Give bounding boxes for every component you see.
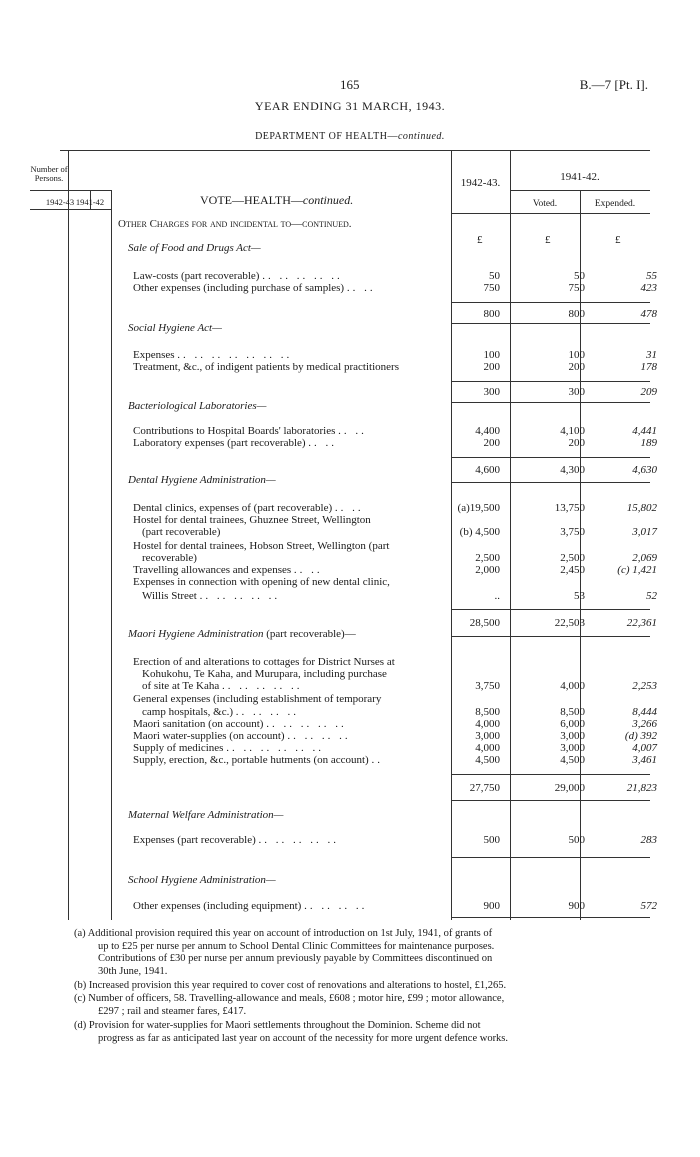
col-1941-42: 1941-42. — [560, 171, 600, 183]
total-rule — [451, 636, 650, 637]
value-voted: 8,500 — [560, 706, 585, 718]
value-expended: 2,069 — [632, 552, 657, 564]
value-expended: 2,253 — [632, 680, 657, 692]
persons-col-1941: 1941-42 — [75, 197, 105, 207]
section-title: School Hygiene Administration— — [128, 874, 276, 886]
value-expended: 3,461 — [632, 754, 657, 766]
col-voted: Voted. — [532, 199, 558, 209]
pound-sign: £ — [545, 234, 551, 246]
rule — [451, 213, 650, 214]
value-voted: 750 — [568, 282, 585, 294]
row-label: Supply, erection, &c., portable hutments (on account) .. — [133, 754, 383, 766]
other-charges-heading: Other Charges for and incidental to—continued. — [118, 218, 352, 230]
total-voted: 800 — [568, 308, 585, 320]
row-label: Hostel for dental trainees, Hobson Street, Wellington (part — [133, 540, 390, 552]
value-expended: 8,444 — [632, 706, 657, 718]
value-voted: 4,000 — [560, 680, 585, 692]
row-label: Other expenses (including purchase of samples) .. .. — [133, 282, 376, 294]
col-line — [510, 150, 511, 920]
row-label: Expenses in connection with opening of new dental clinic, — [133, 576, 390, 588]
value-expended: 4,007 — [632, 742, 657, 754]
section-title: Social Hygiene Act— — [128, 322, 222, 334]
total-1942: 300 — [483, 386, 500, 398]
value-expended: 55 — [646, 270, 657, 282]
total-expended: 22,361 — [626, 617, 657, 629]
value-voted: 2,500 — [560, 552, 585, 564]
value-1942: 3,750 — [475, 680, 500, 692]
row-label: Willis Street .. .. .. .. .. — [142, 590, 281, 602]
value-voted: 900 — [568, 900, 585, 912]
value-voted: 100 — [568, 349, 585, 361]
value-1942: .. — [494, 590, 500, 602]
value-voted: 500 — [568, 834, 585, 846]
row-label: Kohukohu, Te Kaha, and Murupara, including purchase — [142, 668, 387, 680]
row-label: Supply of medicines .. .. .. .. .. .. — [133, 742, 324, 754]
value-voted: 6,000 — [560, 718, 585, 730]
value-1942: (b) 4,500 — [459, 526, 500, 538]
row-label: Laboratory expenses (part recoverable) .. .. — [133, 437, 338, 449]
total-rule — [451, 302, 650, 303]
footnote-d: (d) Provision for water-supplies for Maori settlements throughout the Dominion. Scheme did not progress as far as anticipated last year on account of the necessity for more urgent defence works. — [74, 1020, 509, 1044]
total-rule — [451, 774, 650, 775]
value-expended: 31 — [646, 349, 657, 361]
value-1942: 2,500 — [475, 552, 500, 564]
pound-sign: £ — [477, 234, 483, 246]
total-expended: 4,630 — [632, 464, 657, 476]
total-rule — [451, 800, 650, 801]
row-label: General expenses (including establishment of temporary — [133, 693, 382, 705]
value-expended: 423 — [640, 282, 657, 294]
row-label: Hostel for dental trainees, Ghuznee Street, Wellington — [133, 514, 371, 526]
col-expended: Expended. — [594, 199, 636, 209]
value-expended: 3,017 — [632, 526, 657, 538]
col-line — [68, 150, 69, 920]
value-voted: 53 — [574, 590, 585, 602]
row-label: (part recoverable) — [142, 526, 221, 538]
value-voted: 13,750 — [554, 502, 585, 514]
total-voted: 300 — [568, 386, 585, 398]
vote-heading: VOTE—HEALTH—continued. — [200, 193, 354, 207]
total-voted: 29,000 — [554, 782, 585, 794]
total-rule — [451, 402, 650, 403]
row-label: Expenses (part recoverable) .. .. .. .. .. — [133, 834, 340, 846]
value-voted: 4,100 — [560, 425, 585, 437]
row-label: Travelling allowances and expenses .. .. — [133, 564, 323, 576]
value-expended: 3,266 — [632, 718, 657, 730]
total-expended: 21,823 — [626, 782, 657, 794]
total-rule — [451, 323, 650, 324]
pound-sign: £ — [615, 234, 621, 246]
value-1942: 3,000 — [475, 730, 500, 742]
value-expended: 15,802 — [626, 502, 657, 514]
total-expended: 478 — [640, 308, 657, 320]
value-1942: (a)19,500 — [457, 502, 500, 514]
section-title: Sale of Food and Drugs Act— — [128, 242, 261, 254]
value-1942: 900 — [483, 900, 500, 912]
value-1942: 4,400 — [475, 425, 500, 437]
value-expended: (d) 392 — [624, 730, 657, 742]
footnote-c: (c) Number of officers, 58. Travelling-allowance and meals, £608 ; motor hire, £99 ; motor allowance, £297 ; rail and steamer fares, £417. — [74, 993, 505, 1017]
rule — [451, 857, 650, 858]
row-label: Maori sanitation (on account) .. .. .. .. .. — [133, 718, 347, 730]
department-heading: DEPARTMENT OF HEALTH—continued. — [255, 131, 445, 142]
section-title: Maori Hygiene Administration (part recoverable)— — [128, 628, 356, 640]
value-expended: 189 — [640, 437, 657, 449]
value-expended: (c) 1,421 — [617, 564, 657, 576]
col-line — [111, 190, 112, 920]
value-1942: 4,500 — [475, 754, 500, 766]
col-line — [451, 150, 452, 920]
total-rule — [451, 457, 650, 458]
value-1942: 4,000 — [475, 742, 500, 754]
row-label: Treatment, &c., of indigent patients by medical practitioners — [133, 361, 399, 373]
rule — [30, 190, 111, 191]
section-title: Dental Hygiene Administration— — [128, 474, 276, 486]
value-expended: 52 — [646, 590, 657, 602]
row-label: Other expenses (including equipment) .. .. .. .. — [133, 900, 368, 912]
value-voted: 3,750 — [560, 526, 585, 538]
value-expended: 4,441 — [632, 425, 657, 437]
row-label: Law-costs (part recoverable) .. .. .. .. .. — [133, 270, 343, 282]
value-1942: 500 — [483, 834, 500, 846]
value-expended: 572 — [640, 900, 657, 912]
value-voted: 200 — [568, 361, 585, 373]
persons-heading: Number of Persons. — [30, 164, 68, 183]
value-1942: 50 — [489, 270, 500, 282]
persons-col-1942: 1942-43 — [45, 197, 75, 207]
value-1942: 750 — [483, 282, 500, 294]
total-1942: 4,600 — [475, 464, 500, 476]
total-1942: 800 — [483, 308, 500, 320]
value-1942: 100 — [483, 349, 500, 361]
page-number: 165 — [340, 77, 360, 92]
page-title: YEAR ENDING 31 MARCH, 1943. — [254, 99, 446, 113]
value-voted: 4,500 — [560, 754, 585, 766]
value-expended: 178 — [640, 361, 657, 373]
total-rule — [451, 609, 650, 610]
total-voted: 4,300 — [560, 464, 585, 476]
total-rule — [451, 482, 650, 483]
footnote-b: (b) Increased provision this year required to cover cost of renovations and alterations to hostel, £1,265. — [74, 980, 507, 991]
section-title: Bacteriological Laboratories— — [128, 400, 267, 412]
section-title: Maternal Welfare Administration— — [128, 809, 284, 821]
footnote-a: (a) Additional provision required this year on account of introduction on 1st July, 1941, of grants of up to £25 per nurse per annum to School Dental Clinic Committees for maintenance purposes. Contributions of £30 per nurse per annum previously payable by Committees discontinued on 30th June, 1941. — [74, 928, 495, 977]
value-voted: 3,000 — [560, 742, 585, 754]
value-1942: 200 — [483, 361, 500, 373]
row-label: recoverable) — [142, 552, 197, 564]
value-1942: 200 — [483, 437, 500, 449]
rule — [510, 190, 650, 191]
row-label: Contributions to Hospital Boards' laboratories .. .. — [133, 425, 367, 437]
value-1942: 2,000 — [475, 564, 500, 576]
col-1942-43: 1942-43. — [460, 177, 501, 189]
value-voted: 3,000 — [560, 730, 585, 742]
total-voted: 22,503 — [554, 617, 585, 629]
row-label: Dental clinics, expenses of (part recoverable) .. .. — [133, 502, 364, 514]
rule — [30, 209, 111, 210]
total-expended: 209 — [640, 386, 657, 398]
row-label: Maori water-supplies (on account) .. .. .. .. — [133, 730, 351, 742]
value-1942: 8,500 — [475, 706, 500, 718]
value-expended: 283 — [640, 834, 657, 846]
row-label: camp hospitals, &c.) .. .. .. .. — [142, 706, 300, 718]
total-1942: 27,750 — [469, 782, 500, 794]
rule — [451, 917, 650, 918]
total-rule — [451, 381, 650, 382]
row-label: Erection of and alterations to cottages for District Nurses at — [133, 656, 395, 668]
total-1942: 28,500 — [469, 617, 500, 629]
value-voted: 50 — [574, 270, 585, 282]
page-reference: B.—7 [Pt. I]. — [579, 77, 648, 92]
value-voted: 2,450 — [560, 564, 585, 576]
row-label: Expenses .. .. .. .. .. .. .. — [133, 349, 293, 361]
value-voted: 200 — [568, 437, 585, 449]
row-label: of site at Te Kaha .. .. .. .. .. — [142, 680, 303, 692]
value-1942: 4,000 — [475, 718, 500, 730]
header-rule — [60, 150, 650, 151]
